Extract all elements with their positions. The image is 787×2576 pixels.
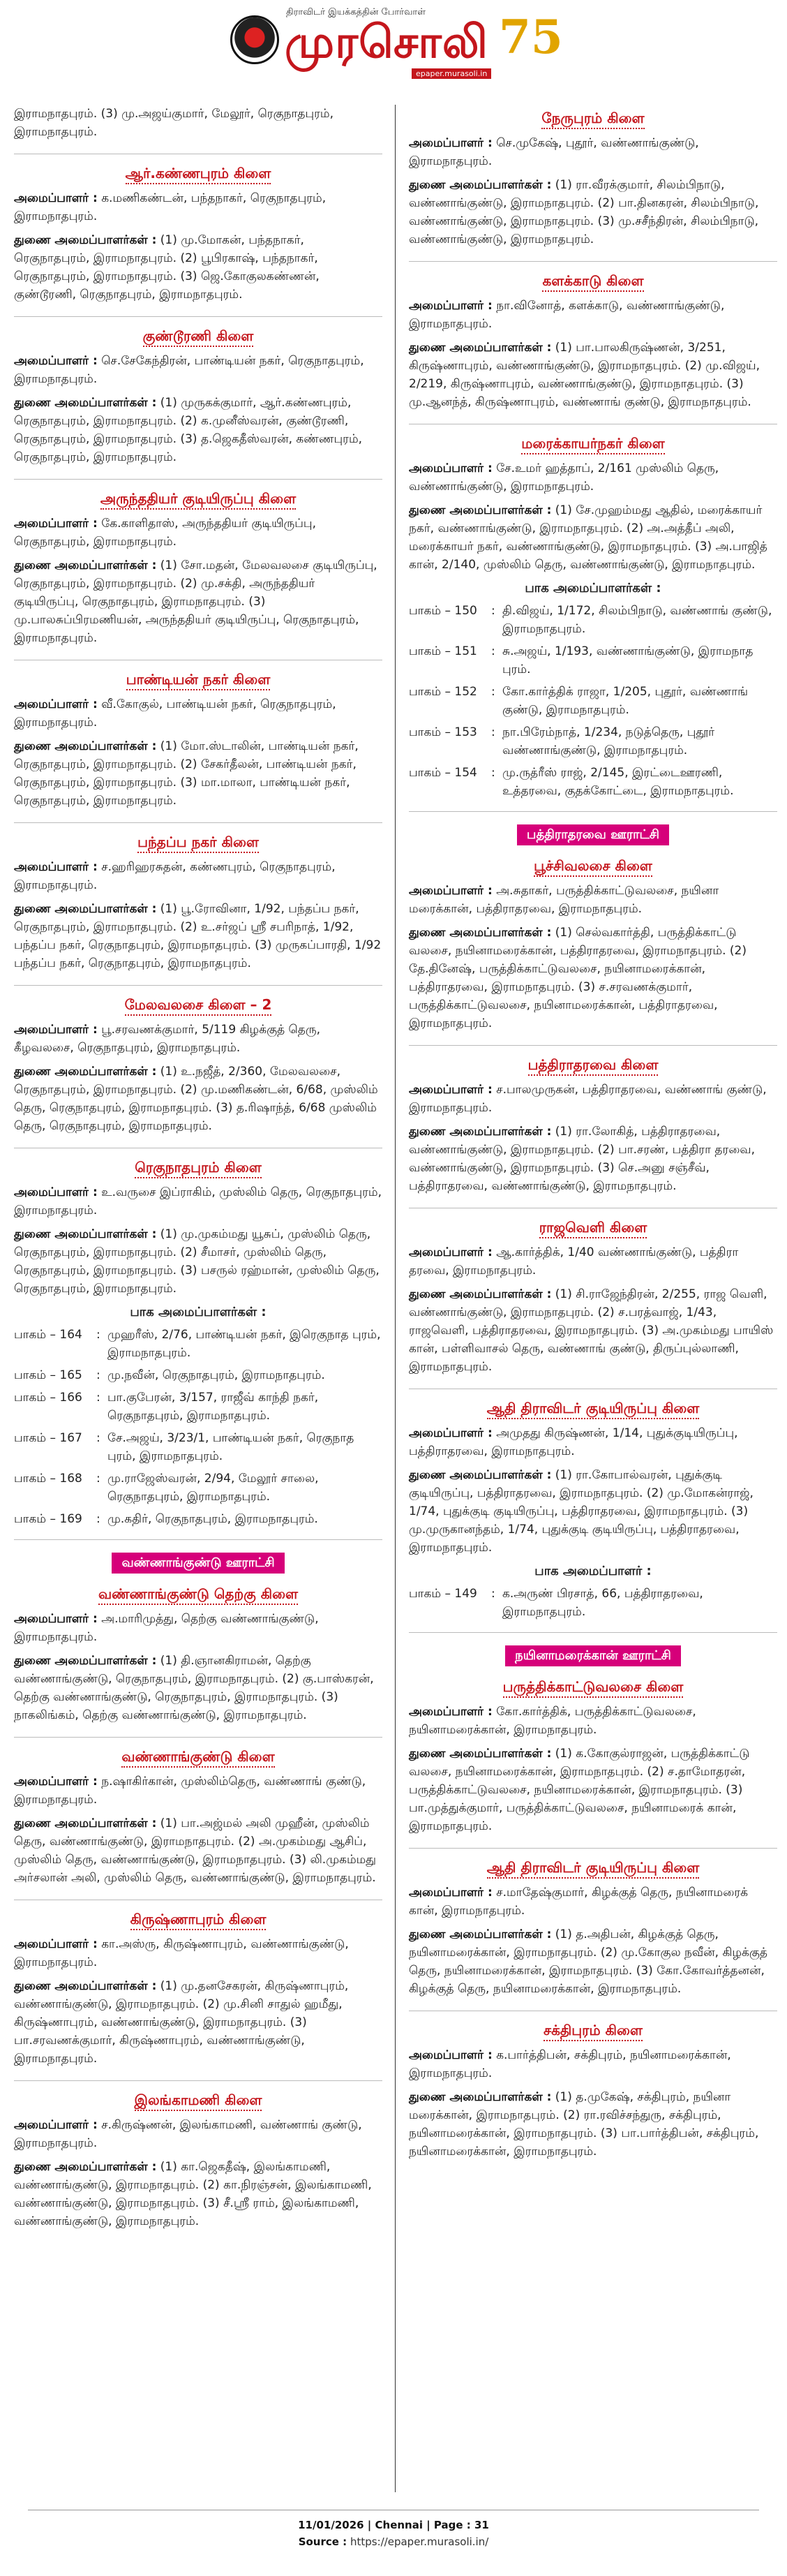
role-label: அமைப்பாளர் : (409, 461, 493, 475)
member-entry (409, 1745, 777, 1835)
booth-row (14, 1389, 382, 1425)
booth-separator: : (96, 1391, 100, 1405)
panchayat-banner (14, 1550, 382, 1581)
role-label: துணை அமைப்பாளர்கள் : (409, 1125, 552, 1139)
branch-heading (409, 1678, 777, 1696)
anniversary-mark: 75 (499, 10, 563, 64)
booth-number: பாகம் – 152 (409, 685, 477, 699)
booth-member: க.அருண் பிரசாத், 66, பத்திராதரவை, இராமநாதபுரம். (502, 1587, 703, 1619)
booth-number: பாகம் – 150 (409, 604, 477, 618)
branch-heading-text: ராஜவெளி கிளை (539, 1219, 647, 1238)
branch-block (409, 272, 777, 424)
member-details: (1) த.அதிபன், கிழக்குத் தெரு, நயினாமரைக்கான், இராமநாதபுரம். (2) மு.கோகுல நவீன், கிழக்குத் தெரு, நயினாமரைக்கான், இராமநாதபுரம். (3) கோ.கோவர்த்தனன், கிழக்குத் தெரு, நயினாமரைக்கான், இராமநாதபுரம். (409, 1927, 768, 1996)
member-entry (409, 1925, 777, 1998)
branch-block (14, 105, 382, 154)
branch-block (14, 489, 382, 660)
member-entry (14, 1183, 382, 1220)
booth-member: மு.ராஜேஸ்வரன், 2/94, மேலூர் சாலை, ரெகுநாதபுரம், இராமநாதபுரம். (107, 1472, 319, 1504)
booth-separator: : (96, 1512, 100, 1526)
booth-separator: : (491, 1587, 495, 1601)
booth-member: நா.பிரேம்நாத், 1/234, நடுத்தெரு, புதூர் வண்ணாங்குண்டு, இராமநாதபுரம். (502, 725, 715, 757)
member-details: வீ.கோகுல், பாண்டியன் நகர், ரெகுநாதபுரம், இராமநாதபுரம். (14, 697, 336, 730)
member-entry (14, 1652, 382, 1724)
member-details: ச.ஹரிஹரசுதன், கண்ணபுரம், ரெகுநாதபுரம், இராமநாதபுரம். (14, 860, 336, 892)
member-entry (14, 2158, 382, 2230)
booth-row (409, 642, 777, 679)
branch-heading-text: ரெகுநாதபுரம் கிளை (135, 1159, 262, 1178)
booth-section-title: பாக அமைப்பாளர்கள் : (525, 581, 661, 595)
role-label: அமைப்பாளர் : (409, 1245, 493, 1259)
member-entry (14, 1225, 382, 1298)
role-label: துணை அமைப்பாளர்கள் : (14, 1227, 157, 1241)
branch-block (14, 995, 382, 1148)
member-details: கே.காளிதாஸ், அருந்ததியர் குடியிருப்பு, ரெகுநாதபுரம், இராமநாதபுரம். (14, 517, 316, 549)
branch-heading-text: பந்தப்ப நகர் கிளை (137, 834, 259, 853)
member-details: அ.மாரிமுத்து, தெற்கு வண்ணாங்குண்டு, இராமநாதபுரம். (14, 1612, 319, 1644)
booth-separator: : (491, 604, 495, 618)
role-label: துணை அமைப்பாளர்கள் : (409, 1287, 552, 1301)
branch-heading-text: ஆர்.கண்ணபுரம் கிளை (126, 165, 271, 184)
member-entry (409, 1703, 777, 1739)
member-details: இராமநாதபுரம். (3) மு.அஜய்குமார், மேலூர், ரெகுநாதபுரம், இராமநாதபுரம். (14, 107, 333, 139)
member-entry (409, 1883, 777, 1920)
booth-row (14, 1429, 382, 1465)
branch-block (14, 670, 382, 823)
member-entry (14, 1772, 382, 1809)
booth-row (14, 1510, 382, 1528)
member-details: (1) த.முகேஷ், சக்திபுரம், நயினா மரைக்கான், இராமநாதபுரம். (2) ரா.ரவிச்சந்துரு, சக்திபுரம், நயினாமரைக்கான், இராமநாதபுரம். (3) பா.பார்த்திபன், சக்திபுரம், நயினாமரைக்கான், இராமநாதபுரம். (409, 2090, 759, 2159)
member-details: ஆ.கார்த்திக், 1/40 வண்ணாங்குண்டு, பத்திரா தரவை, இராமநாதபுரம். (409, 1245, 739, 1278)
role-label: அமைப்பாளர் : (409, 1886, 493, 1900)
role-label: அமைப்பாளர் : (14, 860, 98, 874)
panchayat-badge: நயினாமரைக்கான் ஊராட்சி (505, 1645, 681, 1666)
branch-block (14, 327, 382, 480)
booth-member: மு.கதிர், ரெகுநாதபுரம், இராமநாதபுரம். (107, 1512, 318, 1526)
branch-block (409, 1399, 777, 1633)
role-label: துணை அமைப்பாளர்கள் : (14, 396, 157, 410)
branch-block (14, 1158, 382, 1540)
column-divider (395, 105, 396, 2492)
booth-member: மு.ருத்ரீஸ் ராஜ், 2/145, இரட்டைஊரணி, உத்தரவை, குதக்கோட்டை, இராமநாதபுரம். (502, 766, 734, 798)
right-column (402, 105, 777, 2492)
member-details: (1) சே.முஹம்மது ஆதில், மரைக்காயர் நகர், வண்ணாங்குண்டு, இராமநாதபுரம். (2) அ.அத்தீப் அலி, மரைக்காயர் நகர், வண்ணாங்குண்டு, இராமநாதபுரம். (3) அ.பாஜித் கான், 2/140, முஸ்லிம் தெரு, வண்ணாங்குண்டு, இராமநாதபுரம். (409, 503, 767, 572)
role-label: துணை அமைப்பாளர்கள் : (14, 1654, 157, 1668)
member-details: ச.மாதேஷ்குமார், கிழக்குத் தெரு, நயினாமரைக் கான், இராமநாதபுரம். (409, 1886, 748, 1918)
member-entry (409, 459, 777, 496)
masthead-title: முரசொலி (285, 16, 488, 68)
member-details: ந.ஷாகிர்கான், முஸ்லிம்தெரு, வண்ணாங் குண்டு, இராமநாதபுரம். (14, 1775, 366, 1807)
member-details: நா.வினோத், களக்காடு, வண்ணாங்குண்டு, இராமநாதபுரம். (409, 299, 725, 331)
branch-heading-text: அருந்ததியர் குடியிருப்பு கிளை (100, 490, 296, 510)
booth-row (14, 1326, 382, 1362)
member-entry (409, 176, 777, 249)
role-label: துணை அமைப்பாளர்கள் : (409, 341, 552, 355)
member-details: (1) ரா.லோகித், பத்திராதரவை, வண்ணாங்குண்டு, இராமநாதபுரம். (2) பா.சரண், பத்திரா தரவை, வண்ணாங்குண்டு, இராமநாதபுரம். (3) செ.அனு சஞ்சீவ், பத்திராதரவை, வண்ணாங்குண்டு, இராமநாதபுரம். (409, 1125, 755, 1193)
branch-heading (14, 1585, 382, 1603)
footer-source-link[interactable]: https://epaper.murasoli.in/ (350, 2536, 489, 2548)
branch-heading (409, 2021, 777, 2039)
role-label: அமைப்பாளர் : (14, 1612, 98, 1626)
role-label: துணை அமைப்பாளர்கள் : (409, 2090, 552, 2104)
footer-date-page: 11/01/2026 | Chennai | Page : 31 (298, 2519, 489, 2531)
booth-number: பாகம் – 167 (14, 1431, 82, 1445)
member-details: உ.வருசை இப்ராகிம், முஸ்லிம் தெரு, ரெகுநாதபுரம், இராமநாதபுரம். (14, 1185, 382, 1217)
role-label: துணை அமைப்பாளர்கள் : (409, 1927, 552, 1941)
booth-row (14, 1366, 382, 1384)
booth-separator: : (491, 766, 495, 780)
role-label: அமைப்பாளர் : (14, 354, 98, 368)
role-label: அமைப்பாளர் : (14, 1937, 98, 1951)
branch-heading (14, 1910, 382, 1928)
member-entry (14, 515, 382, 551)
member-entry (14, 1610, 382, 1646)
booth-section-title: பாக அமைப்பாளர்கள் : (130, 1305, 267, 1319)
branch-block (14, 1550, 382, 1738)
member-details: (1) முருகக்குமார், ஆர்.கண்ணபுரம், ரெகுநாதபுரம், இராமநாதபுரம். (2) க.முனீஸ்வரன், குண்டூரணி, ரெகுநாதபுரம், இராமநாதபுரம். (3) த.ஜெகதீஸ்வரன், கண்ணபுரம், ரெகுநாதபுரம், இராமநாதபுரம். (14, 396, 363, 464)
booth-row (409, 723, 777, 760)
member-entry (409, 2088, 777, 2161)
panchayat-badge: பத்திராதரவை ஊராட்சி (517, 824, 669, 845)
booth-separator: : (96, 1328, 100, 1342)
branch-heading-text: பருத்திக்காட்டுவலசை கிளை (503, 1678, 684, 1698)
role-label: துணை அமைப்பாளர்கள் : (409, 178, 552, 192)
booth-row (409, 683, 777, 719)
member-entry (409, 339, 777, 411)
branch-heading-text: கிருஷ்ணாபுரம் கிளை (130, 1911, 267, 1930)
branch-heading (14, 1158, 382, 1176)
member-entry (14, 1063, 382, 1135)
branch-heading-text: சக்திபுரம் கிளை (544, 2022, 643, 2041)
member-details: (1) செல்வகார்த்தி, பருத்திக்காட்டு வலசை, நயினாமரைக்கான், பத்திராதரவை, இராமநாதபுரம். (2) தே.தினேஷ், பருத்திக்காட்டுவலசை, நயினாமரைக்கான், பத்திராதரவை, இராமநாதபுரம். (3) ச.சரவணக்குமார், பருத்திக்காட்டுவலசை, நயினாமரைக்கான், பத்திராதரவை, இராமநாதபுரம். (409, 926, 747, 1030)
branch-block (14, 164, 382, 317)
masthead-tagline: திராவிடர் இயக்கத்தின் போர்வாள் (286, 7, 426, 17)
member-details: (1) சோ.மதன், மேலவலசை குடியிருப்பு, ரெகுநாதபுரம், இராமநாதபுரம். (2) மு.சக்தி, அருந்ததியர் குடியிருப்பு, ரெகுநாதபுரம், இராமநாதபுரம். (3) மு.பாலசுப்பிரமணியன், அருந்ததியர் குடியிருப்பு, ரெகுநாதபுரம், இராமநாதபுரம். (14, 558, 377, 645)
booth-number: பாகம் – 169 (14, 1512, 82, 1526)
member-entry (409, 1243, 777, 1280)
branch-heading-text: மேலவலசை கிளை – 2 (125, 996, 272, 1016)
booth-member: சே.அஜய், 3/23/1, பாண்டியன் நகர், ரெகுநாத புரம், இராமநாதபுரம். (107, 1431, 354, 1463)
booth-member: தி.விஜய், 1/172, சிலம்பிநாடு, வண்ணாங் குண்டு, இராமநாதபுரம். (502, 604, 772, 636)
booth-member: முஹரீஸ், 2/76, பாண்டியன் நகர், இரெகுநாத புரம், இராமநாதபுரம். (107, 1328, 381, 1360)
member-entry (14, 2116, 382, 2152)
branch-heading-text: பூச்சிவலசை கிளை (534, 857, 652, 877)
member-entry (409, 1081, 777, 1117)
role-label: அமைப்பாளர் : (14, 191, 98, 205)
member-details: (1) மோ.ஸ்டாலின், பாண்டியன் நகர், ரெகுநாதபுரம், இராமநாதபுரம். (2) சேகர்தீலன், பாண்டியன் நகர், ரெகுநாதபுரம், இராமநாதபுரம். (3) மா.மாலா, பாண்டியன் நகர், ரெகுநாதபுரம், இராமநாதபுரம். (14, 739, 359, 808)
booth-number: பாகம் – 165 (14, 1368, 82, 1382)
branch-block (409, 1056, 777, 1208)
branch-heading-text: ஆதி திராவிடர் குடியிருப்பு கிளை (487, 1859, 700, 1879)
branch-heading-text: பத்திராதரவை கிளை (528, 1056, 659, 1076)
role-label: அமைப்பாளர் : (409, 299, 493, 313)
branch-block (14, 1910, 382, 2081)
member-entry (14, 394, 382, 466)
branch-heading (409, 1056, 777, 1074)
booth-row (14, 1470, 382, 1506)
role-label: துணை அமைப்பாளர்கள் : (409, 1468, 552, 1482)
branch-heading (409, 1858, 777, 1877)
member-details: (1) மு.தனசேகரன், கிருஷ்ணாபுரம், வண்ணாங்குண்டு, இராமநாதபுரம். (2) மு.சினி சாதுல் ஹமீது, கிருஷ்ணாபுரம், வண்ணாங்குண்டு, இராமநாதபுரம். (3) பா.சரவணக்குமார், கிருஷ்ணாபுரம், வண்ணாங்குண்டு, இராமநாதபுரம். (14, 1979, 349, 2066)
member-entry (14, 1021, 382, 1057)
booth-separator: : (96, 1472, 100, 1486)
booth-separator: : (491, 685, 495, 699)
booth-number: பாகம் – 168 (14, 1472, 82, 1486)
member-details: க.பார்த்திபன், சக்திபுரம், நயினாமரைக்கான், இராமநாதபுரம். (409, 2048, 731, 2080)
member-entry (14, 556, 382, 647)
booth-row (409, 602, 777, 638)
booth-row (409, 764, 777, 800)
role-label: துணை அமைப்பாளர்கள் : (14, 739, 157, 753)
role-label: அமைப்பாளர் : (14, 1023, 98, 1037)
member-details: (1) மு.மோகன், பந்தநாகர், ரெகுநாதபுரம், இராமநாதபுரம். (2) பூபிரகாஷ், பந்தநாகர், ரெகுநாதபுரம், இராமநாதபுரம். (3) ஜெ.கோகுலகண்ணன், குண்டூரணி, ரெகுநாதபுரம், இராமநாதபுரம். (14, 233, 320, 302)
panchayat-badge: வண்ணாங்குண்டு ஊராட்சி (112, 1553, 284, 1574)
booth-number: பாகம் – 151 (409, 644, 477, 658)
booth-number: பாகம் – 166 (14, 1391, 82, 1405)
role-label: துணை அமைப்பாளர்கள் : (14, 558, 157, 572)
masthead-logo (230, 7, 563, 78)
role-label: துணை அமைப்பாளர்கள் : (14, 1979, 157, 1993)
branch-heading (14, 2091, 382, 2109)
branch-heading (14, 833, 382, 851)
member-details: (1) சி.ராஜேந்திரன், 2/255, ராஜ வெளி, வண்ணாங்குண்டு, இராமநாதபுரம். (2) ச.பரத்வாஜ், 1/43, ராஜவெளி, பத்திராதரவை, இராமநாதபுரம். (3) அ.முகம்மது பாயிஸ் கான், பள்ளிவாசல் தெரு, வண்ணாங் குண்டு, திருப்புல்லாணி, இராமநாதபுரம். (409, 1287, 774, 1374)
member-entry (409, 297, 777, 333)
role-label: துணை அமைப்பாளர்கள் : (409, 503, 552, 517)
member-entry (409, 1466, 777, 1557)
branch-heading-text: வண்ணாங்குண்டு கிளை (121, 1748, 274, 1768)
booth-member: கோ.கார்த்திக் ராஜா, 1/205, புதூர், வண்ணாங் குண்டு, இராமநாதபுரம். (502, 685, 749, 717)
member-details: அமுதது கிருஷ்ணன், 1/14, புதுக்குடியிருப்பு, பத்திராதரவை, இராமநாதபுரம். (409, 1426, 738, 1458)
booth-separator: : (491, 644, 495, 658)
member-entry (14, 900, 382, 972)
role-label: துணை அமைப்பாளர்கள் : (409, 926, 552, 940)
role-label: துணை அமைப்பாளர்கள் : (409, 1747, 552, 1761)
role-label: துணை அமைப்பாளர்கள் : (14, 1065, 157, 1079)
booth-member: பா.குபேரன், 3/157, ராஜீவ் காந்தி நகர், ரெகுநாதபுரம், இராமநாதபுரம். (107, 1391, 319, 1423)
member-entry (409, 2046, 777, 2082)
branch-block (14, 833, 382, 986)
branch-block (14, 1747, 382, 1900)
member-details: சே.உமர் ஹத்தாப், 2/161 முஸ்லிம் தெரு, வண்ணாங்குண்டு, இராமநாதபுரம். (409, 461, 719, 494)
member-entry (409, 1123, 777, 1195)
member-entry (409, 1285, 777, 1376)
branch-block (409, 822, 777, 1046)
role-label: அமைப்பாளர் : (14, 2118, 98, 2132)
member-entry (14, 189, 382, 225)
role-label: அமைப்பாளர் : (409, 1083, 493, 1097)
member-details: (1) ரா.வீரக்குமார், சிலம்பிநாடு, வண்ணாங்குண்டு, இராமநாதபுரம். (2) பா.தினகரன், சிலம்பிநாடு, வண்ணாங்குண்டு, இராமநாதபுரம். (3) மு.சசீந்திரன், சிலம்பிநாடு, வண்ணாங்குண்டு, இராமநாதபுரம். (409, 178, 759, 246)
member-details: (1) தி.ஞானகிராமன், தெற்கு வண்ணாங்குண்டு, ரெகுநாதபுரம், இராமநாதபுரம். (2) கு.பாஸ்கரன், தெற்கு வண்ணாங்குண்டு, ரெகுநாதபுரம், இராமநாதபுரம். (3) நாகலிங்கம், தெற்கு வண்ணாங்குண்டு, இராமநாதபுரம். (14, 1654, 374, 1722)
left-column (14, 105, 389, 2492)
member-entry (14, 1935, 382, 1971)
masthead-url: epaper.murasoli.in (412, 68, 491, 79)
branch-block (14, 2091, 382, 2243)
member-details: அ.சுதாகர், பருத்திக்காட்டுவலசை, நயினா மரைக்கான், பத்திராதரவை, இராமநாதபுரம். (409, 884, 719, 916)
article-page (14, 105, 773, 2492)
role-label: அமைப்பாளர் : (409, 136, 493, 150)
booth-separator: : (96, 1368, 100, 1382)
role-label: அமைப்பாளர் : (14, 517, 98, 531)
role-label: அமைப்பாளர் : (14, 1775, 98, 1789)
member-details: (1) பூ.ரோவினா, 1/92, பந்தப்ப நகர், ரெகுநாதபுரம், இராமநாதபுரம். (2) உ.சர்ஜப் ஸ்ரீ சபரிநாத், 1/92, பந்தப்ப நகர், ரெகுநாதபுரம், இராமநாதபுரம். (3) முருகப்பாரதி, 1/92 பந்தப்ப நகர், ரெகுநாதபுரம், இராமநாதபுரம். (14, 902, 382, 970)
member-details: கோ.கார்த்திக், பருத்திக்காட்டுவலசை, நயினாமரைக்கான், இராமநாதபுரம். (409, 1705, 696, 1737)
branch-heading (14, 995, 382, 1014)
branch-heading (409, 857, 777, 875)
member-details: பூ.சரவணக்குமார், 5/119 கிழக்குத் தெரு, கீழவலசை, ரெகுநாதபுரம், இராமநாதபுரம். (14, 1023, 321, 1055)
member-details: க.மணிகண்டன், பந்தநாகர், ரெகுநாதபுரம், இராமநாதபுரம். (14, 191, 327, 223)
branch-heading (409, 272, 777, 290)
branch-heading-text: இலங்காமணி கிளை (135, 2092, 262, 2111)
branch-heading (14, 327, 382, 345)
member-entry (409, 134, 777, 170)
branch-block (409, 1643, 777, 1849)
member-entry (14, 1814, 382, 1887)
masthead (0, 0, 787, 84)
booth-number: பாகம் – 149 (409, 1587, 477, 1601)
panchayat-banner (409, 1643, 777, 1673)
booth-section-title: பாக அமைப்பாளர் : (534, 1564, 652, 1578)
member-details: (1) ரா.கோபால்வரன், புதுக்குடி குடியிருப்பு, பத்திராதரவை, இராமநாதபுரம். (2) மு.மோகன்ராஜ், 1/74, புதுக்குடி குடியிருப்பு, பத்திராதரவை, இராமநாதபுரம். (3) மு.முருகானந்தம், 1/74, புதுக்குடி குடியிருப்பு, பத்திராதரவை, இராமநாதபுரம். (409, 1468, 754, 1555)
member-details: ச.கிருஷ்ணன், இலங்காமணி, வண்ணாங் குண்டு, இராமநாதபுரம். (14, 2118, 362, 2150)
role-label: அமைப்பாளர் : (409, 884, 493, 898)
branch-heading-text: பாண்டியன் நகர் கிளை (126, 671, 271, 690)
booth-separator: : (491, 725, 495, 739)
role-label: அமைப்பாளர் : (14, 697, 98, 711)
branch-block (409, 2021, 777, 2173)
branch-block (409, 434, 777, 812)
role-label: அமைப்பாளர் : (409, 2048, 493, 2062)
page-footer (0, 2517, 787, 2550)
member-details: (1) பா.அஜ்மல் அலி முஹீன், முஸ்லிம் தெரு, வண்ணாங்குண்டு, இராமநாதபுரம். (2) அ.முகம்மது ஆசிப், முஸ்லிம் தெரு, வண்ணாங்குண்டு, இராமநாதபுரம். (3) லி.முகம்மது அர்சலான் அலி, முஸ்லிம் தெரு, வண்ணாங்குண்டு, இராமநாதபுரம். (14, 1816, 377, 1885)
member-details: செ.முகேஷ், புதூர், வண்ணாங்குண்டு, இராமநாதபுரம். (409, 136, 699, 168)
role-label: அமைப்பாளர் : (409, 1705, 493, 1719)
branch-heading-text: நேருபுரம் கிளை (541, 110, 644, 129)
branch-heading-text: மரைக்காயர்நகர் கிளை (521, 435, 664, 454)
member-entry (14, 737, 382, 810)
member-details: (1) உ.நஜீத், 2/360, மேலவலசை, ரெகுநாதபுரம், இராமநாதபுரம். (2) மு.மணிகண்டன், 6/68, முஸ்லிம் தெரு, ரெகுநாதபுரம், இராமநாதபுரம். (3) த.ரிஷாந்த், 6/68 முஸ்லிம் தெரு, ரெகுநாதபுரம், இராமநாதபுரம். (14, 1065, 378, 1133)
party-emblem-icon (230, 15, 279, 64)
branch-block (409, 109, 777, 262)
branch-heading (14, 1747, 382, 1766)
booth-number: பாகம் – 154 (409, 766, 477, 780)
member-entry (14, 105, 382, 141)
member-entry (409, 882, 777, 918)
branch-block (409, 1858, 777, 2011)
branch-heading (14, 164, 382, 182)
booth-number: பாகம் – 153 (409, 725, 477, 739)
role-label: துணை அமைப்பாளர்கள் : (14, 902, 157, 916)
member-entry (409, 501, 777, 574)
member-entry (409, 924, 777, 1032)
branch-heading (14, 489, 382, 508)
branch-heading-text: குண்டூரணி கிளை (143, 327, 254, 347)
member-entry (409, 1424, 777, 1460)
booth-member: மு.நவீன், ரெகுநாதபுரம், இராமநாதபுரம். (107, 1368, 325, 1382)
branch-block (409, 1218, 777, 1389)
member-details: (1) க.கோகுல்ராஜன், பருத்திக்காட்டு வலசை, நயினாமரைக்கான், இராமநாதபுரம். (2) ச.தாமோதரன், பருத்திக்காட்டுவலசை, நயினாமரைக்கான், இராமநாதபுரம். (3) பா.முத்துக்குமார், பருத்திக்காட்டுவலசை, நயினாமரைக் கான், இராமநாதபுரம். (409, 1747, 750, 1833)
role-label: துணை அமைப்பாளர்கள் : (14, 233, 157, 247)
booth-number: பாகம் – 164 (14, 1328, 82, 1342)
member-entry (14, 1977, 382, 2068)
role-label: அமைப்பாளர் : (14, 1185, 98, 1199)
booth-member: சு.அஜய், 1/193, வண்ணாங்குண்டு, இராமநாத புரம். (502, 644, 754, 676)
branch-heading (14, 670, 382, 688)
branch-heading-text: ஆதி திராவிடர் குடியிருப்பு கிளை (487, 1400, 700, 1419)
branch-heading (409, 1399, 777, 1417)
member-details: (1) கா.ஜெகதீஷ், இலங்காமணி, வண்ணாங்குண்டு, இராமநாதபுரம். (2) கா.நிரஞ்சன், இலங்காமணி, வண்ணாங்குண்டு, இராமநாதபுரம். (3) சீ.ஸ்ரீ ராம், இலங்காமணி, வண்ணாங்குண்டு, இராமநாதபுரம். (14, 2160, 372, 2228)
member-entry (14, 231, 382, 304)
branch-heading (409, 434, 777, 452)
role-label: துணை அமைப்பாளர்கள் : (14, 1816, 157, 1830)
booth-row (409, 1585, 777, 1621)
panchayat-banner (409, 822, 777, 852)
booth-separator: : (96, 1431, 100, 1445)
role-label: துணை அமைப்பாளர்கள் : (14, 2160, 157, 2174)
member-details: (1) மு.முகம்மது யூசுப், முஸ்லிம் தெரு, ரெகுநாதபுரம், இராமநாதபுரம். (2) சீமாசர், முஸ்லிம் தெரு, ரெகுநாதபுரம், இராமநாதபுரம். (3) பசருல் ரஹ்மான், முஸ்லிம் தெரு, ரெகுநாதபுரம், இராமநாதபுரம். (14, 1227, 380, 1296)
footer-source-label: Source : (298, 2536, 347, 2548)
member-entry (14, 858, 382, 894)
member-entry (14, 695, 382, 732)
branch-heading-text: வண்ணாங்குண்டு தெற்கு கிளை (98, 1585, 298, 1605)
member-details: ச.பாலமுருகன், பத்திராதரவை, வண்ணாங் குண்டு, இராமநாதபுரம். (409, 1083, 767, 1115)
role-label: அமைப்பாளர் : (409, 1426, 493, 1440)
member-entry (14, 352, 382, 388)
branch-heading (409, 109, 777, 127)
member-details: (1) பா.பாலகிருஷ்ணன், 3/251, கிருஷ்ணாபுரம், வண்ணாங்குண்டு, இராமநாதபுரம். (2) மு.விஜய், 2/219, கிருஷ்ணாபுரம், வண்ணாங்குண்டு, இராமநாதபுரம். (3) மு.ஆனந்த், கிருஷ்ணாபுரம், வண்ணாங் குண்டு, இராமநாதபுரம். (409, 341, 760, 409)
member-details: செ.சேகேந்திரன், பாண்டியன் நகர், ரெகுநாதபுரம், இராமநாதபுரம். (14, 354, 364, 386)
branch-heading-text: களக்காடு கிளை (542, 272, 643, 292)
member-details: கா.அஸ்ரு, கிருஷ்ணாபுரம், வண்ணாங்குண்டு, இராமநாதபுரம். (14, 1937, 349, 1969)
branch-heading (409, 1218, 777, 1236)
